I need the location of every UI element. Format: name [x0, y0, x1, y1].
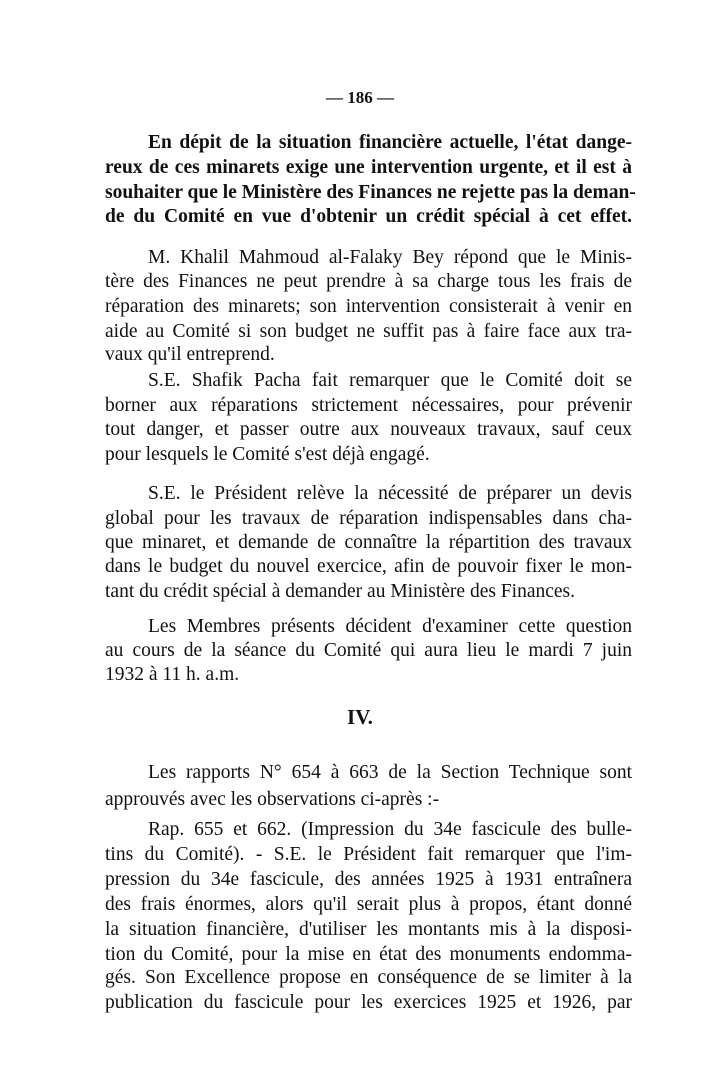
- text-line: de du Comité en vue d'obtenir un crédit spécial à cet effet.: [105, 206, 632, 227]
- text-line: borner aux réparations strictement nécessaires, pour prévenir: [105, 395, 632, 416]
- text-line: publication du fascicule pour les exercices 1925 et 1926, par: [105, 992, 632, 1013]
- text-line: tère des Finances ne peut prendre à sa charge tous les frais de: [105, 271, 632, 292]
- text-line: Rap. 655 et 662. (Impression du 34e fascicule des bulle-: [148, 819, 632, 840]
- text-line: réparation des minarets; son intervention consisterait à venir en: [105, 296, 632, 317]
- text-line: aide au Comité si son budget ne suffit pas à faire face aux tra-: [105, 321, 632, 342]
- text-line: la situation financière, d'utiliser les montants mis à la disposi-: [105, 919, 632, 940]
- text-line: S.E. le Président relève la nécessité de préparer un devis: [148, 483, 632, 504]
- text-line: souhaiter que le Ministère des Finances ne rejette pas la deman-: [105, 182, 636, 203]
- text-line: Les Membres présents décident d'examiner cette question: [148, 616, 632, 637]
- text-line: M. Khalil Mahmoud al-Falaky Bey répond que le Minis-: [148, 247, 632, 268]
- text-line: Les rapports N° 654 à 663 de la Section Technique sont: [148, 762, 632, 783]
- text-line: En dépit de la situation financière actuelle, l'état dange-: [148, 132, 632, 153]
- text-line: des frais énormes, alors qu'il serait plus à propos, étant donné: [105, 894, 632, 915]
- text-line: au cours de la séance du Comité qui aura lieu le mardi 7 juin: [105, 640, 632, 661]
- text-line: tins du Comité). - S.E. le Président fait remarquer que l'im-: [105, 844, 632, 865]
- section-heading: IV.: [347, 705, 373, 729]
- text-line: pression du 34e fascicule, des années 1925 à 1931 entraînera: [105, 869, 632, 890]
- text-line: approuvés avec les observations ci-après :-: [105, 789, 440, 810]
- text-line: 1932 à 11 h. a.m.: [105, 664, 240, 685]
- text-line: tout danger, et passer outre aux nouveaux travaux, sauf ceux: [105, 419, 632, 440]
- text-line: que minaret, et demande de connaître la répartition des travaux: [105, 532, 632, 553]
- text-line: reux de ces minarets exige une intervention urgente, et il est à: [105, 157, 632, 178]
- text-line: vaux qu'il entreprend.: [105, 344, 275, 365]
- text-line: dans le budget du nouvel exercice, afin de pouvoir fixer le mon-: [105, 556, 632, 577]
- text-line: tant du crédit spécial à demander au Ministère des Finances.: [105, 581, 575, 602]
- text-line: S.E. Shafik Pacha fait remarquer que le Comité doit se: [148, 370, 632, 391]
- text-line: gés. Son Excellence propose en conséquence de se limiter à la: [105, 967, 632, 988]
- text-line: global pour les travaux de réparation indispensables dans cha-: [105, 508, 632, 529]
- text-line: tion du Comité, pour la mise en état des monuments endomma-: [105, 944, 632, 965]
- text-line: pour lesquels le Comité s'est déjà engagé.: [105, 444, 430, 465]
- page-number: — 186 —: [326, 88, 394, 107]
